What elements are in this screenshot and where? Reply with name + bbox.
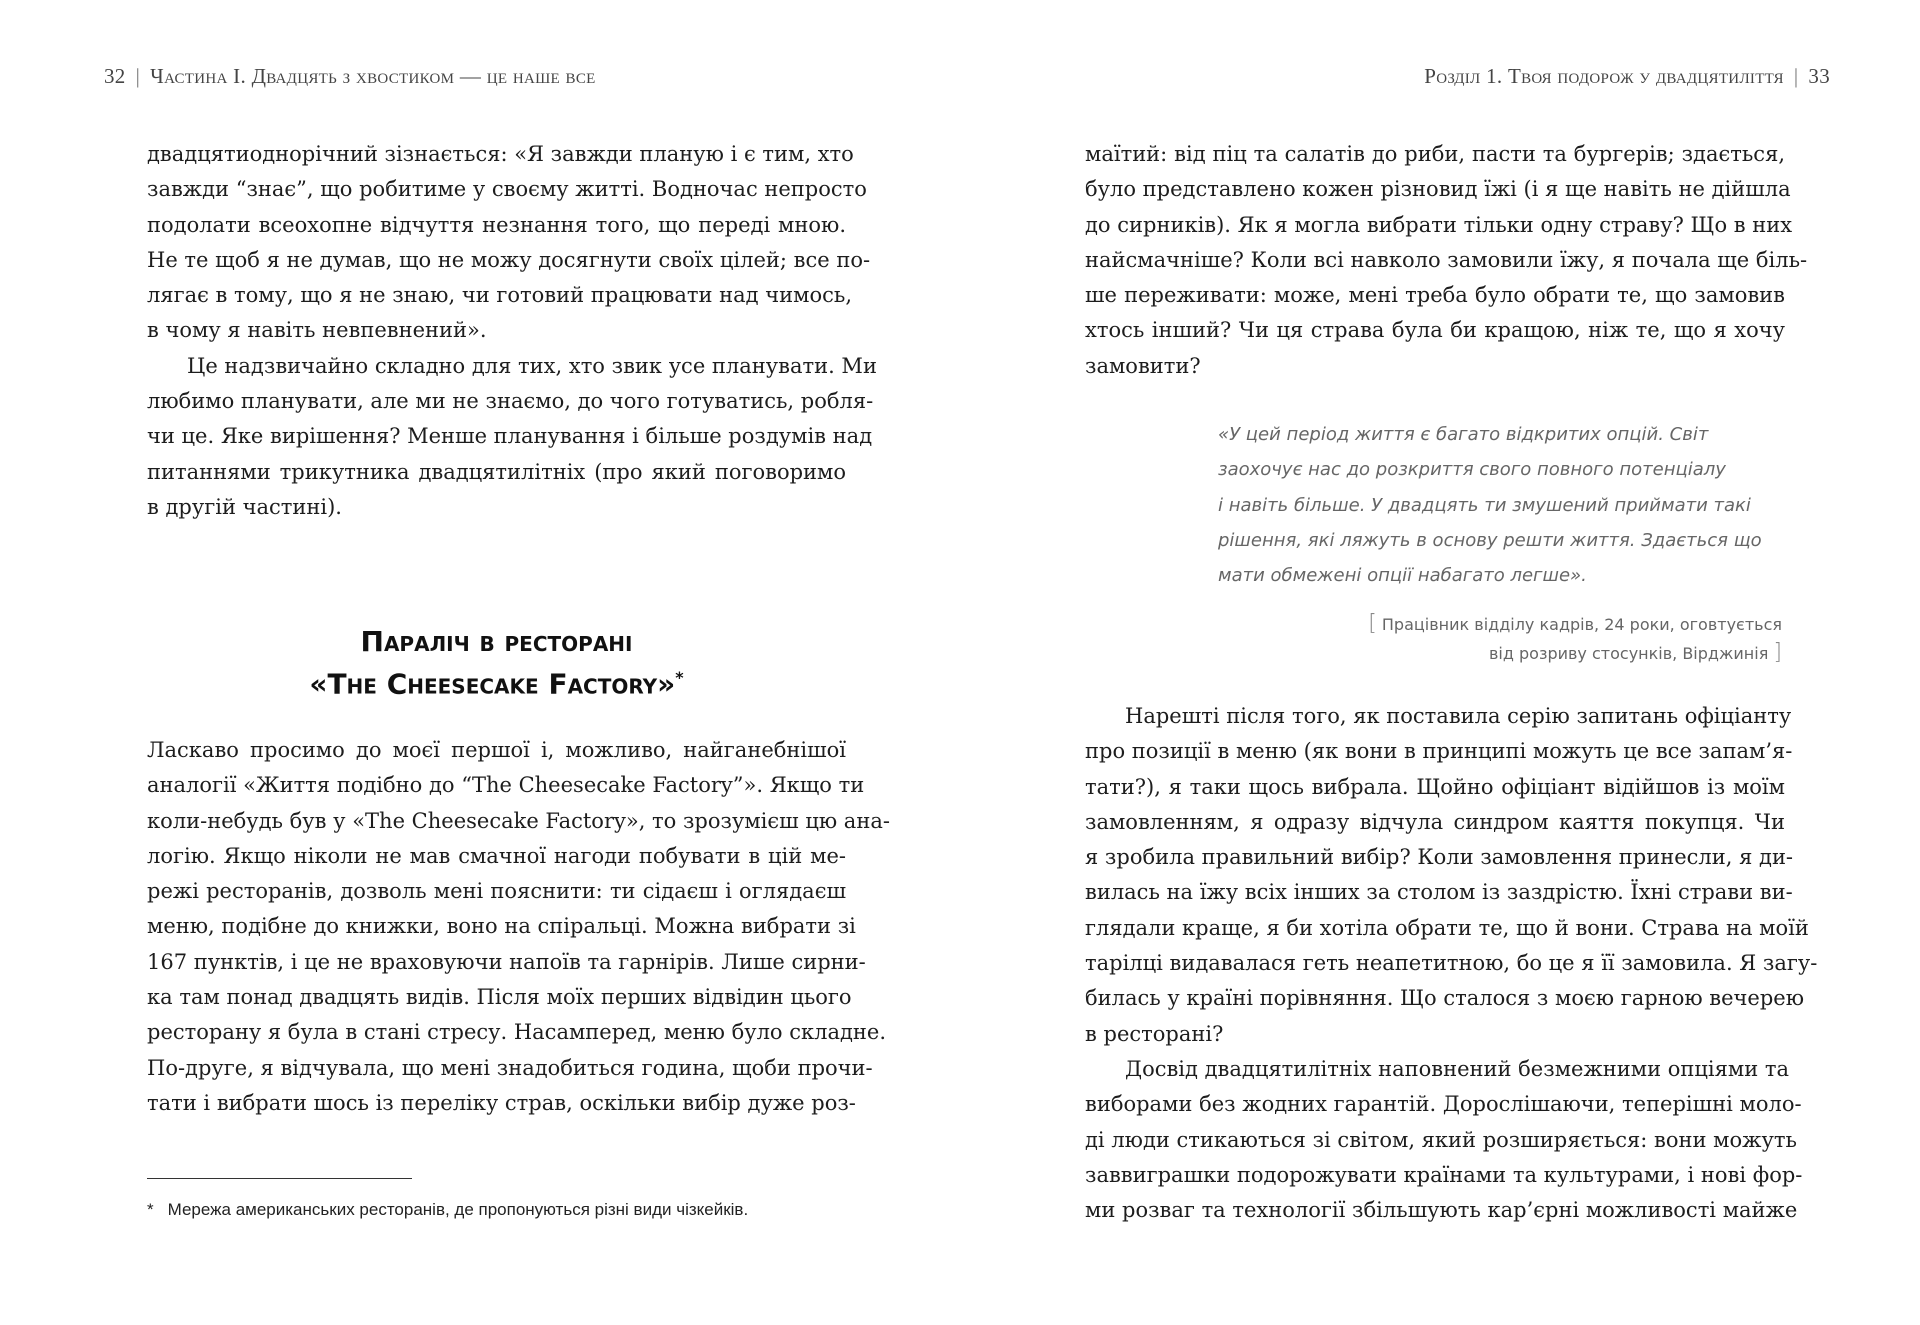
right-body-top [1085,137,1808,384]
text-line: тарілці видавалася геть неапетитною, бо це я її замовила. Я загу- [1085,951,1818,976]
text-line: про позиції в меню (як вони в принципі можуть це все запам’я- [1085,739,1793,764]
text-line: глядали краще, я би хотіла обрати те, що й вони. Страва на моїй [1085,915,1809,940]
footnote-text: Мережа американських ресторанів, де пропонуються різні види чізкейків. [167,1200,749,1219]
text-line: було представлено кожен різновид їжі (і я ще навіть не дійшла [1085,177,1791,202]
paragraph [1085,699,1818,1052]
quote-line: рішення, які ляжуть в основу решти життя. Здається що [1218,529,1762,551]
quote-attribution [1368,610,1782,668]
text-line: Ласкаво просимо до моєї першої і, можливо, найганебнішої [147,738,846,762]
left-running-head-title: Частина І. Двадцять з хвостиком — це наше все [150,64,596,88]
text-line: тати?), я таки щось вибрала. Щойно офіціант відійшов із моїм [1085,774,1785,799]
text-line: чи це. Яке вирішення? Менше планування і більше роздумів над [147,424,873,449]
attribution-line2: від розриву стосунків, Вірджинія [1488,644,1769,663]
paragraph [147,733,890,1121]
section-heading-line1: Параліч в ресторані [360,625,633,658]
text-line: ми розваг та технології збільшують кар’єрні можливості майже [1085,1198,1798,1223]
left-body-bottom [147,733,890,1121]
text-line: двадцятиоднорічний зізнається: «Я завжди планую і є тим, хто [147,142,854,166]
quote-line: мати обмежені опції набагато легше». [1218,565,1587,587]
text-line: По-друге, я відчувала, що мені знадобиться година, щоби прочи- [147,1055,873,1080]
quote-line: і навіть більше. У двадцять ти змушений приймати такі [1218,494,1751,516]
footnote-reference: * [675,668,684,687]
text-line: в ресторані? [1085,1021,1224,1046]
bracket-close: ] [1773,640,1782,665]
text-line: логію. Якщо ніколи не мав смачної нагоди побувати в цій ме- [147,843,846,868]
right-running-head-title: Розділ 1. Твоя подорож у двадцятиліття [1424,64,1784,88]
text-line: замовленням, я одразу відчула синдром каяття покупця. Чи [1085,809,1785,834]
text-line: завжди “знає”, що робитиме у своєму житті. Водночас непросто [147,177,867,202]
text-line: ка там понад двадцять видів. Після моїх перших відвідин цього [147,985,852,1010]
section-heading [147,624,846,702]
text-line: вилась на їжу всіх інших за столом із заздрістю. Їхні страви ви- [1085,880,1793,905]
text-line: ресторану я була в стані стресу. Насамперед, меню було складне. [147,1020,887,1045]
footnote-divider [147,1178,412,1179]
text-line: тати і вибрати шось із переліку страв, оскільки вибір дуже роз- [147,1090,856,1115]
left-page-number: 32 [104,64,126,88]
text-line: в чому я навіть невпевнений». [147,318,487,343]
text-line: любимо планувати, але ми не знаємо, до чого готуватись, робля- [147,389,874,414]
quote-line: «У цей період життя є багато відкритих опцій. Світ [1218,424,1709,445]
right-body-bottom [1085,699,1818,1228]
paragraph [147,349,877,525]
right-running-header: Розділ 1. Твоя подорож у двадцятиліття | 33 [1424,64,1830,88]
text-line: меню, подібне до книжки, воно на спіральці. Можна вибрати зі [147,914,856,939]
text-line: аналогії «Життя подібно до “The Cheesecake Factory”». Якщо ти [147,773,865,798]
text-line: подолати всеохопне відчуття незнання того, що переді мною. [147,212,846,237]
text-line: ше переживати: може, мені треба було обрати те, що замовив [1085,283,1785,308]
left-running-header: 32 | Частина І. Двадцять з хвостиком — це наше все [104,64,596,88]
pull-quote [1218,417,1778,593]
text-line: виборами без жодних гарантій. Дорослішаючи, теперішні моло- [1085,1092,1802,1117]
text-line: ді люди стикаються зі світом, який розширяється: вони можуть [1085,1127,1797,1152]
text-line: питаннями трикутника двадцятилітніх (про який поговоримо [147,459,846,484]
text-line: в другій частині). [147,494,342,519]
quote-line: заохочує нас до розкриття свого повного потенціалу [1218,459,1726,481]
text-line: я зробила правильний вибір? Коли замовлення принесли, я ди- [1085,845,1794,870]
text-line: маїтий: від піц та салатів до риби, пасти та бургерів; здається, [1085,142,1785,166]
text-line: Досвід двадцятилітніх наповнений безмежними опціями та [1125,1056,1790,1081]
right-page-number: 33 [1808,64,1830,88]
paragraph [1085,1052,1803,1228]
text-line: билась у країні порівняння. Що сталося з моєю гарною вечерею [1085,986,1805,1011]
text-line: заввиграшки подорожувати країнами та культурами, і нові фор- [1085,1162,1803,1187]
paragraph [1085,137,1808,384]
text-line: Це надзвичайно складно для тих, хто звик усе планувати. Ми [187,353,877,378]
text-line: коли-небудь був у «The Cheesecake Factory», то зрозумієш цю ана- [147,808,890,833]
left-body-top [147,137,877,525]
text-line: лягає в тому, що я не знаю, чи готовий працювати над чимось, [147,283,852,308]
text-line: Не те щоб я не думав, що не можу досягнути своїх цілей; все по- [147,247,871,272]
text-line: найсмачніше? Коли всі навколо замовили їжу, я почала ще біль- [1085,247,1808,272]
paragraph [147,137,871,349]
bracket-open: [ [1368,611,1377,636]
attribution-line1: Працівник відділу кадрів, 24 роки, оговтується [1381,615,1782,634]
section-heading-line2: «The Cheesecake Factory» [309,667,676,701]
text-line: до сирників). Як я могла вибрати тільки одну страву? Що в них [1085,212,1793,237]
text-line: хтось інший? Чи ця страва була би кращою, ніж те, що я хочу [1085,318,1785,343]
text-line: 167 пунктів, і це не враховуючи напоїв та гарнірів. Лише сирни- [147,949,866,974]
footnote-mark: * [147,1200,154,1219]
footnote [147,1200,748,1220]
text-line: Нарешті після того, як поставила серію запитань офіціанту [1125,704,1792,728]
text-line: замовити? [1085,353,1201,378]
text-line: режі ресторанів, дозволь мені пояснити: ти сідаєш і оглядаєш [147,879,846,904]
